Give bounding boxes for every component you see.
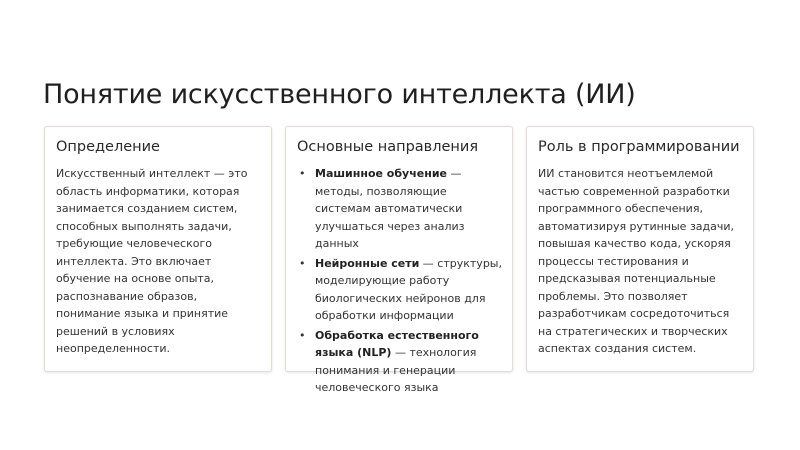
list-item [297, 327, 502, 397]
bullet-icon: • [299, 328, 306, 342]
bullet-icon: • [299, 167, 306, 180]
card-heading: Основные направления [297, 139, 479, 155]
slide-title: Понятие искусственного интеллекта (ИИ) [43, 79, 636, 110]
bullet-icon: • [299, 256, 306, 270]
list-item-description: — методы, позволяющие системам автоматически улучшаться через анализ данных [315, 167, 465, 250]
list-item [297, 255, 502, 325]
card-role-in-programming [526, 126, 754, 372]
list-item-term: Машинное обучение [315, 167, 447, 180]
list-item-description: — структуры, моделирующие работу биологических нейронов для обработки информации [315, 256, 502, 322]
card-body-text: ИИ становится неотъемлемой частью современной разработки программного обеспечения, автоматизируя рутинные задачи, повышая качество кода, ускоряя процессы тестирования и предсказывая потенциальные проблемы. Это позволяет разработчикам сосредоточиться на стратегических и творческих аспектах создания систем. [538, 167, 735, 355]
cards-row [44, 126, 756, 394]
list-item [297, 165, 502, 253]
card-body-text: Искусственный интеллект — это область информатики, которая занимается созданием систем, способных выполнять задачи, требующие человеческого интеллекта. Это включает обучение на основе опыта, распознавание образов, понимание языка и принятие решений в условиях неопределенности. [56, 167, 248, 355]
card-definition [44, 126, 272, 372]
list-item-description: — технология понимания и генерации человеческого языка [315, 346, 477, 394]
card-heading: Роль в программировании [538, 139, 740, 155]
list-item-term: Обработка естественного языка (NLP) [315, 328, 479, 359]
directions-list [297, 165, 502, 397]
card-heading: Определение [56, 139, 160, 155]
list-item-term: Нейронные сети [315, 256, 420, 270]
card-main-directions [285, 126, 513, 394]
